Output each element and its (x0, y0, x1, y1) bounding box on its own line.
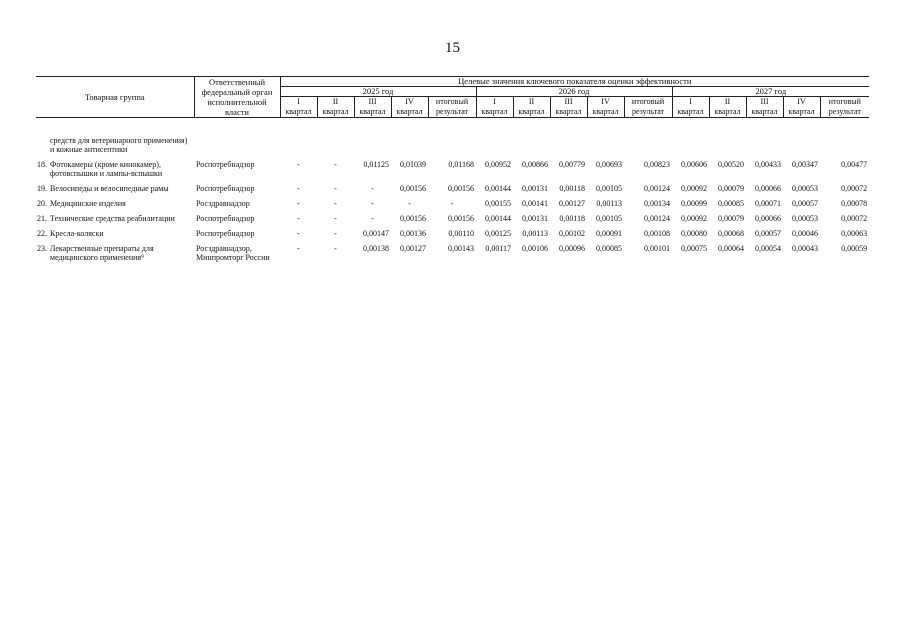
row-value: 0,00108 (644, 229, 671, 238)
row-value: - (334, 160, 337, 169)
row-value: 0,00057 (755, 229, 782, 238)
row-value: 0,00099 (681, 199, 708, 208)
row-product-group: Фотокамеры (кроме кинокамер), фотовспышки и лампы-вспышки (50, 160, 163, 178)
row-value (709, 118, 746, 159)
row-value: 0,00110 (448, 229, 475, 238)
row-product-group: Кресла-коляски (50, 229, 104, 238)
row-value: 0,00075 (681, 244, 708, 253)
row-value (672, 118, 709, 159)
row-value: - (297, 199, 300, 208)
row-responsible-org (194, 118, 280, 159)
row-value: 0,00693 (596, 160, 623, 169)
row-value (624, 118, 672, 159)
quarter-word: квартал (555, 106, 582, 116)
row-value: - (334, 199, 337, 208)
row-value (513, 118, 550, 159)
row-value: 0,00054 (755, 244, 782, 253)
header-responsible-org: Ответственный федеральный орган исполнительной власти (194, 77, 280, 118)
quarter-word: результат (828, 106, 861, 116)
row-value: 0,00043 (792, 244, 819, 253)
row-value: 0,00136 (400, 229, 427, 238)
quarter-num: итоговый (631, 97, 665, 106)
table-row (36, 242, 869, 266)
row-value: 0,00143 (448, 244, 475, 253)
quarter-word: квартал (481, 106, 508, 116)
row-value: 0,00520 (718, 160, 745, 169)
quarter-num: III (564, 97, 573, 106)
row-index: 23. (37, 244, 47, 253)
row-value: - (334, 229, 337, 238)
row-value: 0,00105 (596, 214, 623, 223)
row-value: 0,00096 (559, 244, 586, 253)
row-value: 0,00105 (596, 184, 623, 193)
row-responsible-org: Росздравнадзор (196, 199, 250, 208)
row-product-group: Велосипеды и велосипедные рамы (50, 184, 169, 193)
row-value: 0,00124 (644, 214, 671, 223)
row-value: 0,01039 (400, 160, 427, 169)
row-value: 0,00102 (559, 229, 586, 238)
row-value: 0,00124 (644, 184, 671, 193)
row-value: - (297, 244, 300, 253)
row-value: 0,00134 (644, 199, 671, 208)
row-value (476, 118, 513, 159)
row-value: 0,00085 (718, 199, 745, 208)
quarter-num: I (689, 97, 692, 106)
row-value: 0,00433 (755, 160, 782, 169)
row-value: 0,00091 (596, 229, 623, 238)
row-value: 0,00156 (400, 214, 427, 223)
row-index: 22. (37, 229, 47, 238)
quarter-word: квартал (285, 106, 312, 116)
table-row (36, 182, 869, 197)
row-index (36, 118, 50, 159)
row-value: 0,00071 (755, 199, 782, 208)
row-value (587, 118, 624, 159)
row-value: 0,00131 (522, 184, 549, 193)
table-row (36, 158, 869, 182)
quarter-num: итоговый (435, 97, 469, 106)
row-value: 0,00068 (718, 229, 745, 238)
row-value: 0,00147 (363, 229, 390, 238)
row-responsible-org: Роспотребнадзор (196, 160, 255, 169)
row-value: 0,00477 (841, 160, 868, 169)
row-value: 0,00952 (485, 160, 512, 169)
row-value: - (371, 184, 374, 193)
quarter-word: результат (435, 106, 469, 116)
header-year-2027: 2027 год (672, 87, 869, 97)
row-value: - (408, 199, 411, 208)
row-value: 0,00141 (522, 199, 549, 208)
row-value: 0,00092 (681, 214, 708, 223)
row-value: - (371, 214, 374, 223)
row-value (391, 118, 428, 159)
row-value: 0,00072 (841, 214, 868, 223)
row-value: 0,00131 (522, 214, 549, 223)
row-value: 0,00118 (559, 184, 586, 193)
row-responsible-org: Роспотребнадзор (196, 214, 255, 223)
table-row (36, 118, 869, 159)
page-number: 15 (445, 40, 460, 56)
row-value: 0,00118 (559, 214, 586, 223)
row-value: 0,00113 (596, 199, 623, 208)
row-value: 0,00144 (485, 214, 512, 223)
quarter-num: III (368, 97, 377, 106)
row-value: 0,00053 (792, 184, 819, 193)
row-value: - (297, 160, 300, 169)
quarter-word: квартал (714, 106, 741, 116)
row-value: 0,00144 (485, 184, 512, 193)
row-value: - (297, 214, 300, 223)
row-value: 0,00053 (792, 214, 819, 223)
row-value: - (334, 214, 337, 223)
row-index: 20. (37, 199, 47, 208)
row-value: - (297, 229, 300, 238)
row-value: 0,00113 (522, 229, 549, 238)
row-value: 0,01168 (448, 160, 475, 169)
row-value (783, 118, 820, 159)
row-value: 0,00347 (792, 160, 819, 169)
row-product-group: Медицинские изделия (50, 199, 126, 208)
row-index: 19. (37, 184, 47, 193)
row-responsible-org: Росздравнадзор, Минпромторг России (196, 244, 270, 262)
row-value: 0,00079 (718, 214, 745, 223)
row-product-group: Технические средства реабилитации (50, 214, 175, 223)
row-value: 0,00127 (400, 244, 427, 253)
row-value: 0,00117 (485, 244, 512, 253)
quarter-word: квартал (322, 106, 349, 116)
quarter-num: II (724, 97, 731, 106)
row-value: 0,00066 (755, 184, 782, 193)
row-value (820, 118, 869, 159)
header-year-2025: 2025 год (280, 87, 476, 97)
row-value: 0,00078 (841, 199, 868, 208)
quarter-num: I (493, 97, 496, 106)
row-value: 0,00059 (841, 244, 868, 253)
row-value (746, 118, 783, 159)
row-value: - (297, 184, 300, 193)
row-value: - (450, 199, 454, 208)
header-product-group: Товарная группа (36, 77, 194, 118)
row-value (428, 118, 476, 159)
row-value: - (371, 199, 374, 208)
row-value: 0,00085 (596, 244, 623, 253)
row-value: 0,00156 (448, 214, 475, 223)
quarter-word: квартал (592, 106, 619, 116)
row-value: 0,00156 (448, 184, 475, 193)
row-value: 0,00779 (559, 160, 586, 169)
row-value: 0,00138 (363, 244, 390, 253)
row-value: 0,00866 (522, 160, 549, 169)
table-header (36, 77, 869, 118)
row-value: 0,00080 (681, 229, 708, 238)
quarter-num: III (760, 97, 769, 106)
row-value: 0,00064 (718, 244, 745, 253)
quarter-num: IV (601, 97, 610, 106)
row-value (280, 118, 317, 159)
row-value: 0,00072 (841, 184, 868, 193)
row-product-group: Лекарственные препараты для медицинского применения⁹ (50, 244, 154, 262)
quarter-word: квартал (677, 106, 704, 116)
quarter-word: квартал (788, 106, 815, 116)
row-index: 21. (37, 214, 47, 223)
table-row (36, 212, 869, 227)
header-target-values: Целевые значения ключевого показателя оценки эффективности (280, 77, 869, 87)
row-value: 0,00079 (718, 184, 745, 193)
row-value: - (334, 244, 337, 253)
row-value: 0,00106 (522, 244, 549, 253)
quarter-num: I (297, 97, 300, 106)
header-year-2026: 2026 год (476, 87, 672, 97)
row-value: 0,00125 (485, 229, 512, 238)
row-value: 0,00156 (400, 184, 427, 193)
row-value: 0,00101 (644, 244, 671, 253)
row-value: 0,00092 (681, 184, 708, 193)
row-value: 0,01125 (363, 160, 390, 169)
row-value: 0,00155 (485, 199, 512, 208)
quarter-num: II (332, 97, 339, 106)
row-value: 0,00823 (644, 160, 671, 169)
row-index: 18. (37, 160, 47, 169)
quarter-num: II (528, 97, 535, 106)
row-value: 0,00046 (792, 229, 819, 238)
row-value: 0,00057 (792, 199, 819, 208)
quarter-num: итоговый (828, 97, 861, 106)
quarter-word: квартал (518, 106, 545, 116)
row-responsible-org: Роспотребнадзор (196, 229, 255, 238)
table-row (36, 197, 869, 212)
table-body (36, 118, 869, 267)
row-value: 0,00606 (681, 160, 708, 169)
row-value: 0,00127 (559, 199, 586, 208)
row-responsible-org: Роспотребнадзор (196, 184, 255, 193)
row-value: 0,00066 (755, 214, 782, 223)
row-value (354, 118, 391, 159)
efficiency-table (36, 76, 869, 266)
quarter-word: квартал (359, 106, 386, 116)
quarter-num: IV (405, 97, 414, 106)
row-product-group: средств для ветеринарного применения) и кожные антисептики (50, 136, 188, 154)
table-row (36, 227, 869, 242)
row-value: - (334, 184, 337, 193)
row-value: 0,00063 (841, 229, 868, 238)
quarter-word: квартал (396, 106, 423, 116)
quarter-word: результат (631, 106, 665, 116)
row-value (550, 118, 587, 159)
quarter-num: IV (797, 97, 806, 106)
row-value (317, 118, 354, 159)
quarter-word: квартал (751, 106, 778, 116)
